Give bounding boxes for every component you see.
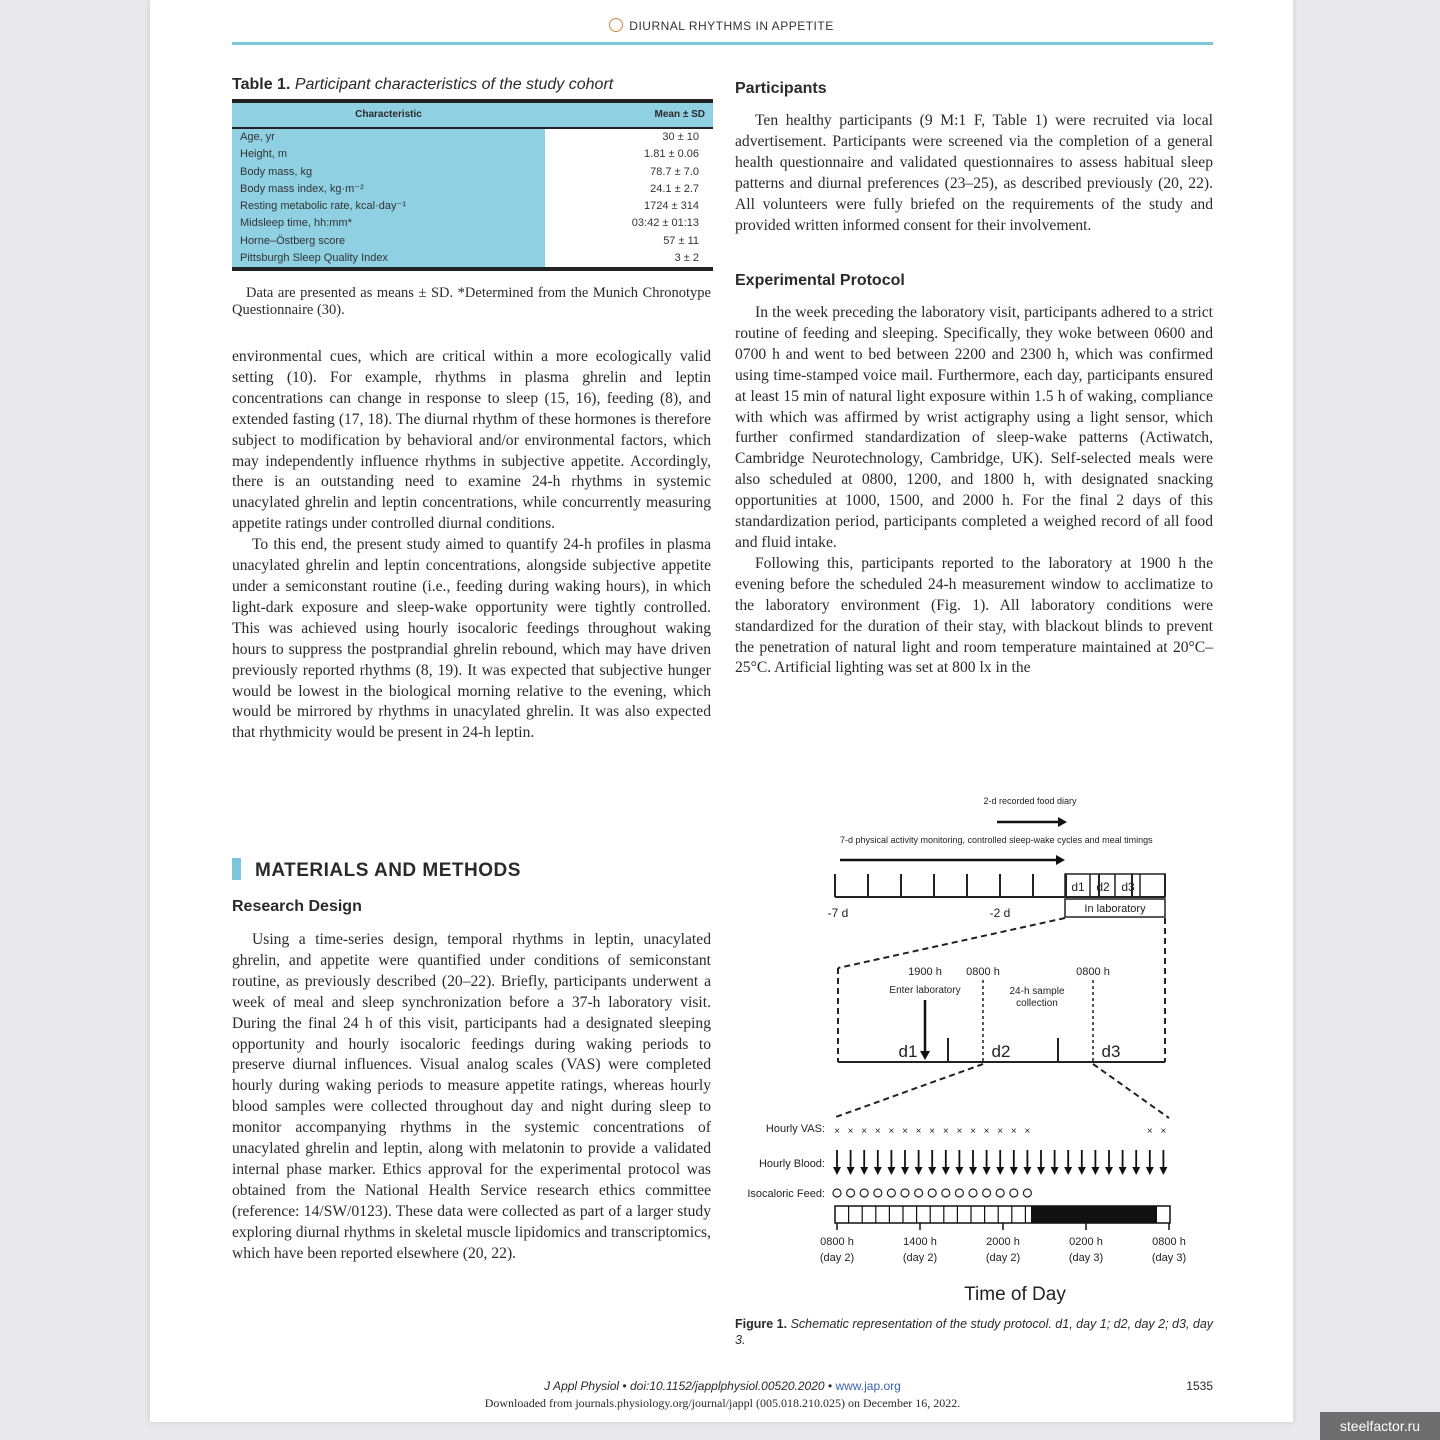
dark-period (1031, 1206, 1157, 1223)
blood-arrow-head (1010, 1167, 1018, 1175)
table-row (232, 181, 713, 198)
blood-arrow-head (983, 1167, 991, 1175)
feed-mark (996, 1189, 1004, 1197)
right-column-participants (735, 111, 1213, 236)
table-cell-value: 57 ± 11 (663, 234, 699, 247)
right-column-protocol (735, 303, 1213, 679)
time-axis (820, 1223, 1186, 1264)
axis-tick-time: 0200 h (1069, 1236, 1103, 1248)
tick-minus-2d: -2 d (989, 906, 1011, 920)
blood-arrows (833, 1150, 1167, 1175)
blood-arrow-head (860, 1167, 868, 1175)
page-number: 1535 (1186, 1379, 1213, 1393)
table-header-mean: Mean ± SD (654, 109, 705, 120)
feed-mark (1023, 1189, 1031, 1197)
blood-arrow-head (996, 1167, 1004, 1175)
blood-arrow-head (847, 1167, 855, 1175)
table-cell-characteristic: Midsleep time, hh:mm* (232, 215, 545, 232)
axis-title: Time of Day (964, 1284, 1066, 1305)
blood-arrow-head (942, 1167, 950, 1175)
zoom-line-left (838, 918, 1065, 968)
vas-mark: × (874, 1126, 881, 1137)
feed-mark (874, 1189, 882, 1197)
left-paragraph-3: Using a time-series design, temporal rhythms in leptin, unacylated ghrelin, and appetite were quantified under conditions of semiconstant routine, as previously described (20–22). Briefly, participants underwent a week of meal and sleep synchronization before a 37-h laboratory visit. During the final 24 h of this visit, participants had a designated sleeping opportunity and hourly isocaloric feedings during waking periods to preserve diurnal influences. Visual analog scales (VAS) were completed hourly during waking periods to measure appetite ratings, whereas hourly blood samples were collected throughout day and night during sleep to monitor accompanying rhythms in the systemic concentrations of unacylated ghrelin and leptin, along with melatonin to provide a validated internal phase marker. Ethics approval for the experimental protocol was obtained from the National Health Service research ethics committee (reference: 14/SW/0123). These data were collected as part of a larger study exploring diurnal rhythms in skeletal muscle lipidomics and transcriptomics, which have been reported elsewhere (20, 22). (232, 931, 711, 1262)
table-row (232, 215, 713, 232)
table-cell-characteristic: Horne–Östberg score (232, 233, 545, 250)
table-row (232, 198, 713, 215)
table-cell-value: 30 ± 10 (662, 131, 699, 143)
in-lab-label: In laboratory (1084, 903, 1146, 915)
day-label-d3: d3 (1121, 880, 1135, 894)
blood-arrow-head (1023, 1167, 1031, 1175)
table-cell-characteristic: Pittsburgh Sleep Quality Index (232, 250, 545, 267)
food-diary-label: 2-d recorded food diary (983, 796, 1077, 806)
vas-mark: × (956, 1126, 963, 1137)
table-cell-value: 24.1 ± 2.7 (650, 182, 699, 195)
feed-mark (860, 1189, 868, 1197)
sample-collection-label: 24-h sample collection (1009, 986, 1065, 1009)
day-label-d2: d2 (1096, 880, 1110, 894)
page-footer (232, 1378, 1213, 1412)
feed-mark (1010, 1189, 1018, 1197)
feed-mark (983, 1189, 991, 1197)
table-cell-value: 3 ± 2 (674, 252, 699, 265)
vas-mark: × (1160, 1126, 1167, 1137)
vas-mark: × (970, 1126, 976, 1137)
subsection-research-design: Research Design (232, 898, 362, 915)
blood-arrow-head (1105, 1167, 1113, 1175)
left-paragraph-2: To this end, the present study aimed to quantify 24-h profiles in plasma unacylated ghrelin and leptin concentrations, alongside subjective appetite under a semiconstant routine (i.e., feeding during waking hours), in which light-dark exposure and sleep-wake opportunity were tightly controlled. This was achieved using hourly isocaloric feedings throughout waking hours to suppress the postprandial ghrelin rebound, which may have driven previously reported rhythms (8, 19). It was expected that subjective hunger would be lowest in the biological morning relative to the evening, which would be mirrored by rhythms in unacylated ghrelin. It was also expected that rhythmicity would be present in 24-h leptin. (232, 536, 711, 742)
vas-mark: × (929, 1126, 936, 1137)
blood-arrow-head (1132, 1167, 1140, 1175)
lab-day-d1: d1 (898, 1042, 918, 1061)
vas-mark: × (1146, 1126, 1153, 1137)
blood-arrow-head (1159, 1167, 1167, 1175)
table-cell-characteristic: Height, m (232, 146, 545, 163)
vas-mark: × (834, 1126, 840, 1137)
right-paragraph-1: Ten healthy participants (9 M:1 F, Table 1) were recruited via local advertisement. Participants were screened via the completion of a general health questionnaire and validated questionnaires to assess habitual sleep patterns and diurnal preferences (23–25), as described previously (20, 22). All volunteers were fully briefed on the requirements of the study and provided written informed consent for their involvement. (735, 112, 1213, 234)
vas-mark: × (942, 1126, 949, 1137)
feed-mark (955, 1189, 963, 1197)
blood-arrow-head (915, 1167, 923, 1175)
blood-arrow-head (969, 1167, 977, 1175)
axis-tick-time: 0800 h (1152, 1236, 1186, 1248)
right-paragraph-3: Following this, participants reported to the laboratory at 1900 h the evening before the scheduled 24-h measurement window to acclimatize to the laboratory environment (Fig. 1). All laboratory conditions were standardized for the duration of their stay, with blackout blinds to prevent the penetration of natural light and room temperature maintained at 20°C–25°C. Artificial lighting was set at 800 lx in the (735, 554, 1213, 677)
watermark: steelfactor.ru (1320, 1412, 1440, 1440)
axis-tick-time: 2000 h (986, 1236, 1020, 1248)
footer-download-note: Downloaded from journals.physiology.org/journal/jappl (005.018.210.025) on December 16, 2022. (484, 1396, 961, 1410)
feed-mark (901, 1189, 909, 1197)
right-paragraph-2: In the week preceding the laboratory visit, participants adhered to a strict routine of feeding and sleeping. Specifically, they woke between 0600 and 0700 h and went to bed between 2200 and 2300 h, which was confirmed using time-stamped voice mail. Furthermore, each day, participants ensured at least 15 min of natural light exposure within 1.5 h of waking, compliance with which was affirmed by wrist actigraphy using a light sensor, which further confirmed standardization of sleep-wake patterns (Actiwatch, Cambridge Neurotechnology, Cambridge, UK). Self-selected meals were also scheduled at 0800, 1200, and 1800 h, with designated snacking opportunities at 1000, 1500, and 2000 h. For the final 2 days of this standardization period, participants completed a weighed record of all food and fluid intake. (735, 304, 1213, 551)
header-rule (232, 42, 1213, 45)
axis-tick-day: (day 3) (1068, 1252, 1104, 1264)
table-row (232, 233, 713, 250)
axis-tick-day: (day 2) (902, 1252, 938, 1264)
feed-mark (887, 1189, 895, 1197)
tick-minus-7d: -7 d (827, 906, 849, 920)
running-head: DIURNAL RHYTHMS IN APPETITE (150, 18, 1293, 33)
heading-experimental-protocol: Experimental Protocol (735, 272, 905, 289)
journal-page (150, 0, 1293, 1422)
participant-table (232, 99, 713, 271)
feed-mark (915, 1189, 923, 1197)
time-0800-b: 0800 h (1076, 966, 1110, 978)
feed-mark (833, 1189, 841, 1197)
figure-caption-text: Schematic representation of the study protocol. d1, day 1; d2, day 2; d3, day 3. (735, 1317, 1214, 1347)
vas-mark: × (1010, 1126, 1017, 1137)
feed-marks (833, 1189, 1031, 1197)
blood-arrow-head (1037, 1167, 1045, 1175)
row-label-feed: Isocaloric Feed: (747, 1188, 825, 1200)
blood-arrow-head (833, 1167, 841, 1175)
blood-arrow-head (901, 1167, 909, 1175)
table-cell-value: 03:42 ± 01:13 (631, 217, 699, 230)
enter-lab-label: Enter laboratory (889, 985, 961, 996)
left-column-bottom (232, 930, 711, 1265)
feed-mark (847, 1189, 855, 1197)
left-paragraph-1: environmental cues, which are critical within a more ecologically valid setting (10). For example, rhythms in plasma ghrelin and leptin concentrations can change in response to sleep (15, 16), feeding (8), and extended fasting (17, 18). The diurnal rhythm of these hormones is therefore subject to modification by behavioral and/or environmental factors, which may independently influence rhythms in subjective appetite. Accordingly, there is an outstanding need to examine 24-h rhythms in systemic unacylated ghrelin and leptin concentrations, while concurrently measuring appetite ratings under controlled diurnal conditions. (232, 348, 711, 533)
blood-arrow-head (1064, 1167, 1072, 1175)
blood-arrow-head (887, 1167, 895, 1175)
activity-label: 7-d physical activity monitoring, controlled sleep-wake cycles and meal timings (840, 835, 1153, 845)
journal-logo-icon (609, 18, 623, 32)
axis-tick-time: 1400 h (903, 1236, 937, 1248)
vas-mark: × (1024, 1126, 1031, 1137)
activity-arrow-head (1056, 855, 1065, 865)
vas-mark: × (915, 1126, 922, 1137)
vas-mark: × (983, 1126, 990, 1137)
blood-arrow-head (1146, 1167, 1154, 1175)
feed-mark (942, 1189, 950, 1197)
table-cell-value: 1.81 ± 0.06 (644, 148, 699, 161)
table-header-characteristic: Characteristic (355, 109, 422, 120)
blood-arrow-head (1078, 1167, 1086, 1175)
table-row (232, 129, 713, 146)
table-cell-value: 78.7 ± 7.0 (650, 165, 699, 178)
axis-tick-time: 0800 h (820, 1236, 854, 1248)
section-heading-methods: MATERIALS AND METHODS (232, 858, 521, 882)
axis-tick-day: (day 2) (819, 1252, 855, 1264)
feed-mark (928, 1189, 936, 1197)
food-diary-arrow-head (1058, 817, 1067, 827)
table-caption-text: Participant characteristics of the study cohort (294, 76, 614, 93)
day-label-d1: d1 (1071, 880, 1085, 894)
table-note: Data are presented as means ± SD. *Determined from the Munich Chronotype Questionnaire (30). (232, 285, 711, 318)
blood-arrow-head (874, 1167, 882, 1175)
table-cell-characteristic: Resting metabolic rate, kcal·day⁻¹ (232, 198, 545, 215)
table-cell-value: 1724 ± 314 (644, 200, 699, 213)
table-cell-characteristic: Age, yr (232, 129, 545, 146)
footer-url-link[interactable]: www.jap.org (835, 1379, 901, 1393)
figure-caption-label: Figure 1. (735, 1317, 788, 1331)
lab-day-d3: d3 (1101, 1042, 1121, 1061)
figure-caption (735, 1316, 1215, 1348)
vas-mark: × (861, 1126, 868, 1137)
lab-day-d2: d2 (991, 1042, 1011, 1061)
table-row (232, 164, 713, 181)
blood-arrow-head (1119, 1167, 1127, 1175)
blood-arrow-head (955, 1167, 963, 1175)
time-1900: 1900 h (908, 966, 942, 978)
vas-mark: × (847, 1126, 854, 1137)
blood-arrow-head (1091, 1167, 1099, 1175)
heading-participants: Participants (735, 80, 827, 97)
table-cell-characteristic: Body mass index, kg·m⁻² (232, 181, 545, 198)
section-bar (232, 858, 241, 880)
vas-mark: × (997, 1126, 1004, 1137)
footer-journal: J Appl Physiol • doi:10.1152/japplphysiol.00520.2020 • (544, 1379, 833, 1393)
row-label-blood: Hourly Blood: (758, 1158, 825, 1170)
figure-1-protocol-schematic (735, 790, 1215, 1320)
table-cell-characteristic: Body mass, kg (232, 164, 545, 181)
vas-marks (834, 1126, 1166, 1137)
row-label-vas: Hourly VAS: (765, 1123, 825, 1135)
table-caption (232, 76, 613, 94)
left-column-top (232, 347, 711, 744)
table-row (232, 146, 713, 163)
blood-arrow-head (928, 1167, 936, 1175)
table-header (232, 103, 713, 129)
blood-arrow-head (1051, 1167, 1059, 1175)
vas-mark: × (902, 1126, 908, 1137)
axis-tick-day: (day 3) (1151, 1252, 1187, 1264)
table-row (232, 250, 713, 267)
feed-mark (969, 1189, 977, 1197)
vas-mark: × (888, 1126, 895, 1137)
time-0800-a: 0800 h (966, 966, 1000, 978)
table-caption-label: Table 1. (232, 76, 291, 93)
axis-tick-day: (day 2) (985, 1252, 1021, 1264)
